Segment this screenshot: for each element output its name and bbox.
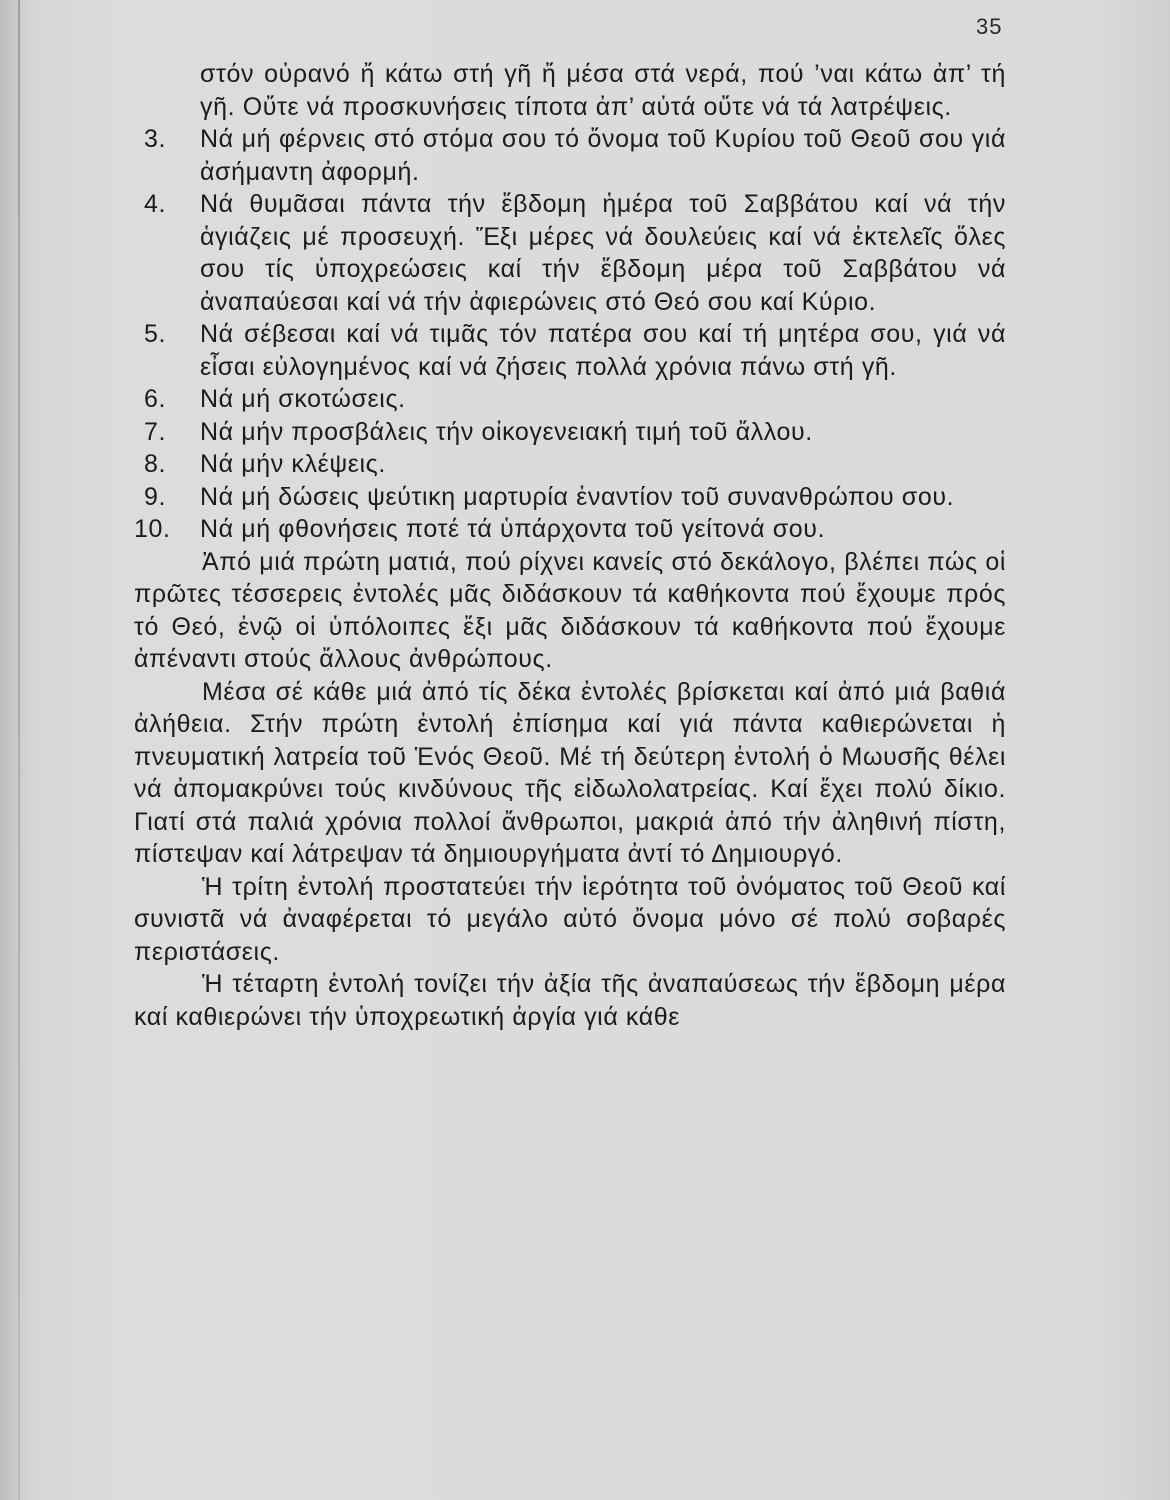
list-item (134, 513, 1006, 546)
item-number: 10. (134, 515, 171, 543)
page-fold-shadow (18, 0, 20, 1500)
list-item (134, 448, 1006, 481)
list-item (134, 318, 1006, 383)
list-item (134, 416, 1006, 449)
item-text: Νά μήν προσβάλεις τήν οἰκογενειακή τιμή τοῦ ἄλλου. (200, 417, 813, 446)
item-text: Νά μή φέρνεις στό στόμα σου τό ὄνομα τοῦ Κυρίου τοῦ Θεοῦ σου γιά ἀσήμαντη ἀφορμή. (200, 125, 1006, 186)
item-text: Νά μή σκοτώσεις. (200, 385, 406, 413)
paragraph-truths: Μέσα σέ κάθε μιά ἀπό τίς δέκα ἐντολές βρίσκεται καί ἀπό μιά βαθιά ἀλήθεια. Στήν πρώτη ἐντολή ἐπίσημα καί γιά πάντα καθιερώνεται ἡ πνευματική λατρεία τοῦ Ἑνός Θεοῦ. Μέ τή δεύτερη ἐντολή ὁ Μωυσῆς θέλει νά ἀπομακρύνει τούς κινδύνους τῆς εἰδωλολατρείας. Καί ἔχει πολύ δίκιο. Γιατί στά παλιά χρόνια πολλοί ἄνθρωποι, μακριά ἀπό τήν ἀληθινή πίστη, πίστεψαν καί λάτρεψαν τά δημιουργήματα ἀντί τό Δημιουργό. (134, 677, 1006, 868)
item-number: 5. (144, 320, 167, 348)
item-number: 9. (144, 482, 167, 511)
paragraph-third-commandment: Ἡ τρίτη ἐντολή προστατεύει τήν ἱερότητα τοῦ ὀνόματος τοῦ Θεοῦ καί συνιστᾶ νά ἀναφέρεται τό μεγάλο αὐτό ὄνομα μόνο σέ πολύ σοβαρές περιστάσεις. (134, 872, 1006, 966)
item-number: 8. (144, 450, 167, 478)
item-text: Νά σέβεσαι καί νά τιμᾶς τόν πατέρα σου καί τή μητέρα σου, γιά νά εἶσαι εὐλογημένος καί νά ζήσεις πολλά χρόνια πάνω στή γῆ. (200, 320, 1006, 381)
item-text: Νά μήν κλέψεις. (200, 450, 386, 478)
paragraph-overview: Ἀπό μιά πρώτη ματιά, πού ρίχνει κανείς στό δεκάλογο, βλέπει πώς οἱ πρῶτες τέσσερεις ἐντολές μᾶς διδάσκουν τά καθήκοντα πού ἔχουμε πρός τό Θεό, ἐνῷ οἱ ὑπόλοιπες ἔξι μᾶς διδάσκουν τά καθήκοντα πού ἔχουμε ἀπέναντι στούς ἄλλους ἀνθρώπους. (134, 547, 1006, 673)
list-item (134, 383, 1006, 416)
item-number: 3. (144, 125, 167, 153)
item-number: 7. (144, 417, 167, 446)
paragraph-fourth-commandment: Ἡ τέταρτη ἐντολή τονίζει τήν ἀξία τῆς ἀναπαύσεως τήν ἕβδομη μέρα καί καθιερώνει τήν ὑποχρεωτική ἀργία γιά κάθε (134, 970, 1006, 1031)
page-body (134, 58, 1006, 1033)
page-number: 35 (976, 14, 1003, 39)
item-text: Νά μή φθονήσεις ποτέ τά ὑπάρχοντα τοῦ γείτονά σου. (200, 515, 826, 543)
commandments-list (134, 123, 1006, 546)
list-item (134, 188, 1006, 318)
item-text: Νά θυμᾶσαι πάντα τήν ἕβδομη ἡμέρα τοῦ Σαββάτου καί νά τήν ἁγιάζεις μέ προσευχή. Ἕξι μέρες νά δουλεύεις καί νά ἐκτελεῖς ὅλες σου τίς ὑποχρεώσεις καί τήν ἕβδομη μέρα τοῦ Σαββάτου νά ἀναπαύεσαι καί νά τήν ἀφιερώνεις στό Θεό σου καί Κύριο. (200, 190, 1006, 316)
item-text: Νά μή δώσεις ψεύτικη μαρτυρία ἐναντίον τοῦ συνανθρώπου σου. (200, 482, 955, 511)
item-number: 4. (144, 190, 167, 218)
continued-text: στόν οὐρανό ἤ κάτω στή γῆ ἤ μέσα στά νερά, πού ’ναι κάτω ἀπ’ τή γῆ. Οὔτε νά προσκυνήσεις τίποτα ἀπ’ αὐτά οὔτε νά τά λατρέψεις. (200, 60, 1006, 121)
item-number: 6. (144, 385, 167, 413)
list-item (134, 123, 1006, 188)
list-item (134, 481, 1006, 514)
